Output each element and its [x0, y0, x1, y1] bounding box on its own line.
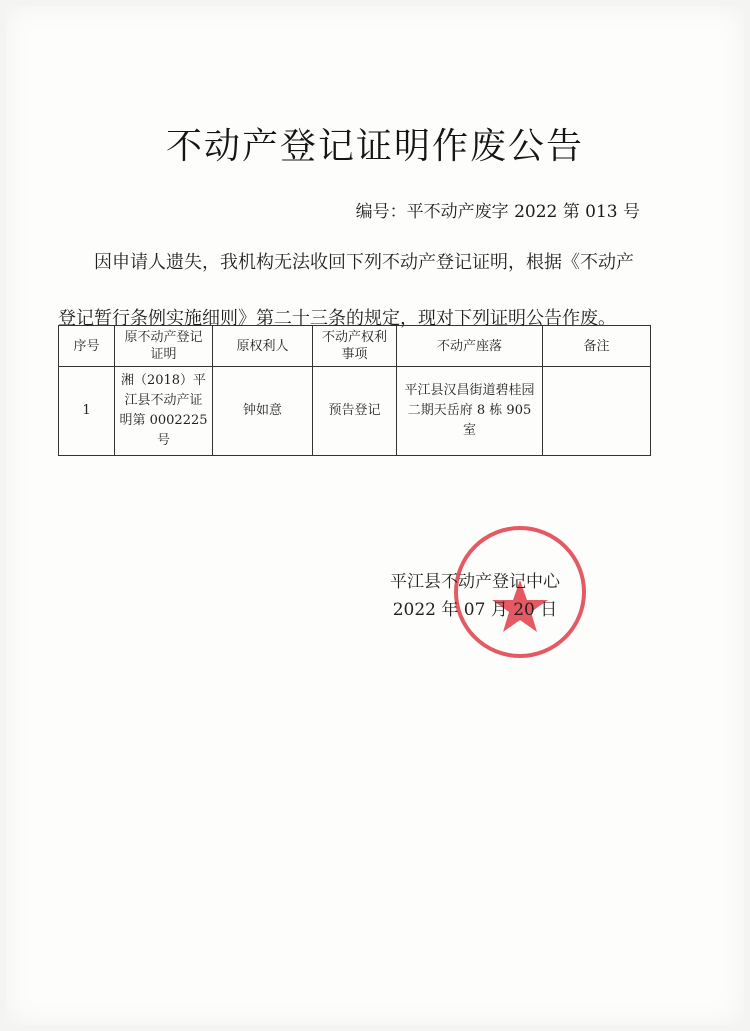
signature-block — [390, 568, 560, 624]
table-header-row — [59, 326, 651, 367]
cell-original-certificate: 湘（2018）平江县不动产证明第 0002225 号 — [115, 367, 213, 456]
cell-remarks — [543, 367, 651, 456]
header-remarks: 备注 — [543, 326, 651, 367]
header-original-certificate: 原不动产登记证明 — [115, 326, 213, 367]
header-location: 不动产座落 — [397, 326, 543, 367]
cell-location: 平江县汉昌街道碧桂园二期天岳府 8 栋 905 室 — [397, 367, 543, 456]
issuing-organization: 平江县不动产登记中心 — [390, 572, 560, 592]
issue-date: 2022 年 07 月 20 日 — [392, 600, 558, 620]
header-right-item: 不动产权利事项 — [313, 326, 397, 367]
document-title: 不动产登记证明作废公告 — [165, 126, 584, 167]
header-original-owner: 原权利人 — [213, 326, 313, 367]
certificate-table — [58, 325, 651, 456]
cell-index: 1 — [59, 367, 115, 456]
header-index: 序号 — [59, 326, 115, 367]
cell-right-item: 预告登记 — [313, 367, 397, 456]
document-number: 编号：平不动产废字 2022 第 013 号 — [355, 202, 640, 222]
cell-original-owner: 钟如意 — [213, 367, 313, 456]
notice-paragraph: 因申请人遗失，我机构无法收回下列不动产登记证明，根据《不动产登记暂行条例实施细则》第二十三条的规定，现对下列证明公告作废。 — [58, 252, 634, 329]
table-row — [59, 367, 651, 456]
